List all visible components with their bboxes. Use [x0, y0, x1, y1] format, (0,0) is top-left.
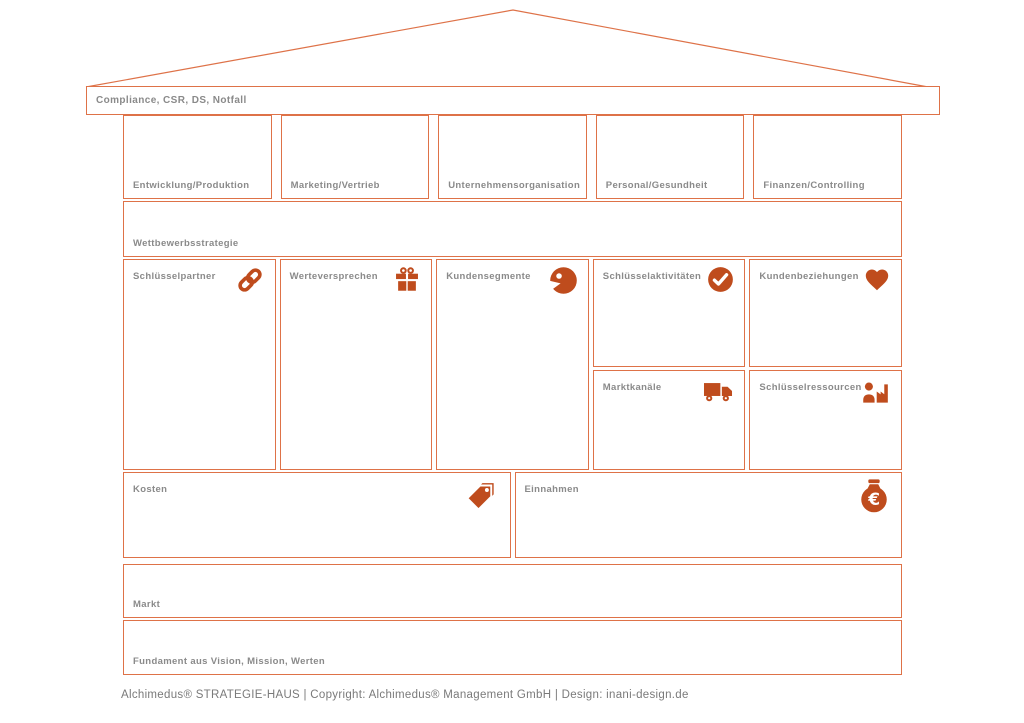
fundament-label: Fundament aus Vision, Mission, Werten	[133, 656, 326, 667]
cell-label: Kundenbeziehungen	[759, 271, 859, 282]
link-icon	[235, 266, 265, 294]
cell-kosten	[123, 472, 511, 558]
cell-einnahmen	[515, 472, 903, 558]
department-label: Entwicklung/Produktion	[133, 180, 250, 191]
svg-text:€: €	[868, 490, 881, 511]
business-model-canvas	[123, 259, 902, 470]
department-columns	[123, 115, 902, 199]
cell-label: Schlüsselaktivitäten	[602, 271, 702, 282]
strategy-label: Wettbewerbsstrategie	[133, 238, 239, 249]
department-column-entwicklung	[123, 115, 272, 199]
truck-icon	[703, 379, 734, 404]
cell-label: Marktkanäle	[602, 382, 662, 393]
cell-kundensegmente	[436, 259, 589, 470]
cell-label: Einnahmen	[524, 484, 579, 495]
cell-label: Werteversprechen	[289, 271, 378, 282]
heart-icon	[863, 266, 891, 294]
department-column-marketing	[281, 115, 430, 199]
compliance-label: Compliance, CSR, DS, Notfall	[96, 95, 247, 106]
department-column-personal	[596, 115, 745, 199]
check-circle-icon	[707, 266, 734, 293]
markt-label: Markt	[133, 599, 161, 610]
fundament-row	[123, 620, 902, 675]
price-tags-icon	[462, 478, 498, 514]
cell-marktkanaele	[593, 370, 746, 470]
cell-schluesselressourcen	[749, 370, 902, 470]
person-factory-icon	[861, 379, 891, 405]
gift-icon	[393, 266, 421, 294]
finance-row	[123, 472, 902, 558]
money-bag-euro-icon	[857, 478, 891, 514]
cell-label: Schlüsselressourcen	[759, 382, 862, 393]
department-column-organisation	[438, 115, 587, 199]
cell-schluesselaktivitaeten	[593, 259, 746, 367]
strategy-row	[123, 201, 902, 257]
cell-werteversprechen	[280, 259, 433, 470]
markt-row	[123, 564, 902, 618]
cell-label: Schlüsselpartner	[133, 271, 216, 282]
department-column-finanzen	[753, 115, 902, 199]
department-label: Personal/Gesundheit	[605, 180, 708, 191]
cell-schluesselpartner	[123, 259, 276, 470]
department-label: Finanzen/Controlling	[763, 180, 865, 191]
cell-label: Kundensegmente	[446, 271, 531, 282]
department-label: Marketing/Vertrieb	[290, 180, 380, 191]
customer-face-icon	[549, 266, 578, 295]
footer-credit: Alchimedus® STRATEGIE-HAUS | Copyright: Alchimedus® Management GmbH | Design: inani-design.de	[121, 689, 689, 701]
compliance-bar	[86, 86, 940, 115]
cell-label: Kosten	[133, 484, 168, 495]
department-label: Unternehmensorganisation	[448, 180, 581, 191]
cell-kundenbeziehungen	[749, 259, 902, 367]
